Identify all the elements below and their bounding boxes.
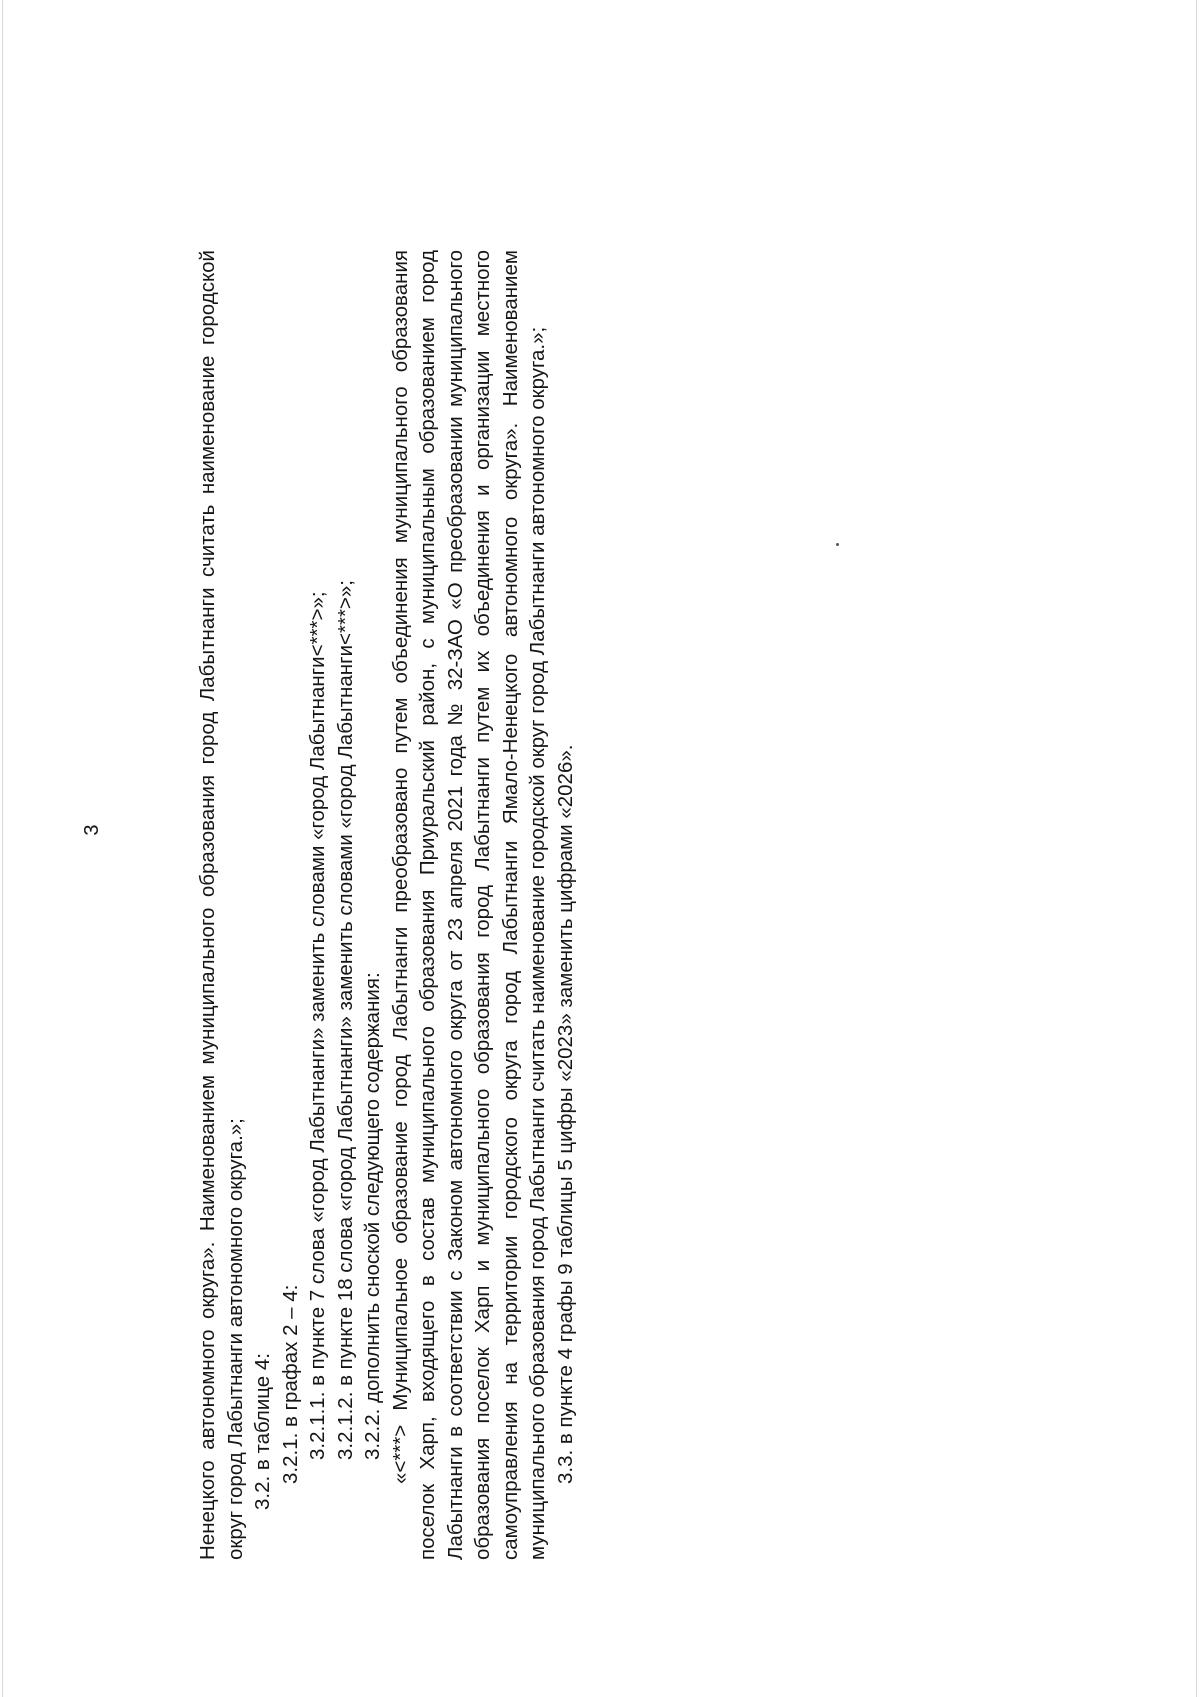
page-number: 3	[81, 824, 103, 836]
paragraph-3-2-1-1: 3.2.1.1. в пункте 7 слова «город Лабытнанги» заменить словами «город Лабытнанги<***>»;	[306, 591, 329, 1460]
paragraph-3-2-1: 3.2.1. в графах 2 – 4:	[278, 1284, 302, 1484]
rotated-text-sheet	[81, 100, 620, 1560]
scan-speck	[836, 543, 839, 546]
paragraph-3-2-1-2: 3.2.1.2. в пункте 18 слова «город Лабытнанги» заменить словами «город Лабытнанги<***>»;	[333, 580, 357, 1460]
document-body	[194, 250, 579, 1560]
paragraph-footnote: «<***> Муниципальное образование город Лабытнанги преобразовано путем объединения муниципального образования поселок Харп, входящего в состав муниципального образования Приуральский район, с муниципальным образованием город Лабытнанги в соответствии с Законом автономного округа от 23 апреля 2021 года № 32-ЗАО «О преобразовании муниципального образования поселок Харп и муниципального образования город Лабытнанги путем их объединения и организации местного самоуправления на территории городского округа город Лабытнанги Ямало-Ненецкого автономного округа». Наименованием муниципального образования город Лабытнанги считать наименование городской округ город Лабытнанги автономного округа.»;	[388, 250, 549, 1560]
scan-edge-left	[2, 0, 3, 1697]
paragraph-3-3: 3.3. в пункте 4 графы 9 таблицы 5 цифры «2023» заменить цифрами «2026».	[553, 744, 577, 1484]
paragraph-3-2: 3.2. в таблице 4:	[251, 1353, 274, 1510]
scan-edge-right	[1196, 0, 1197, 1697]
paragraph-continuation: Ненецкого автономного округа». Наименованием муниципального образования город Лабытнанги считать наименование городской округ город Лабытнанги автономного округа.»;	[196, 250, 247, 1560]
paragraph-3-2-2: 3.2.2. дополнить сноской следующего содержания:	[361, 972, 384, 1460]
